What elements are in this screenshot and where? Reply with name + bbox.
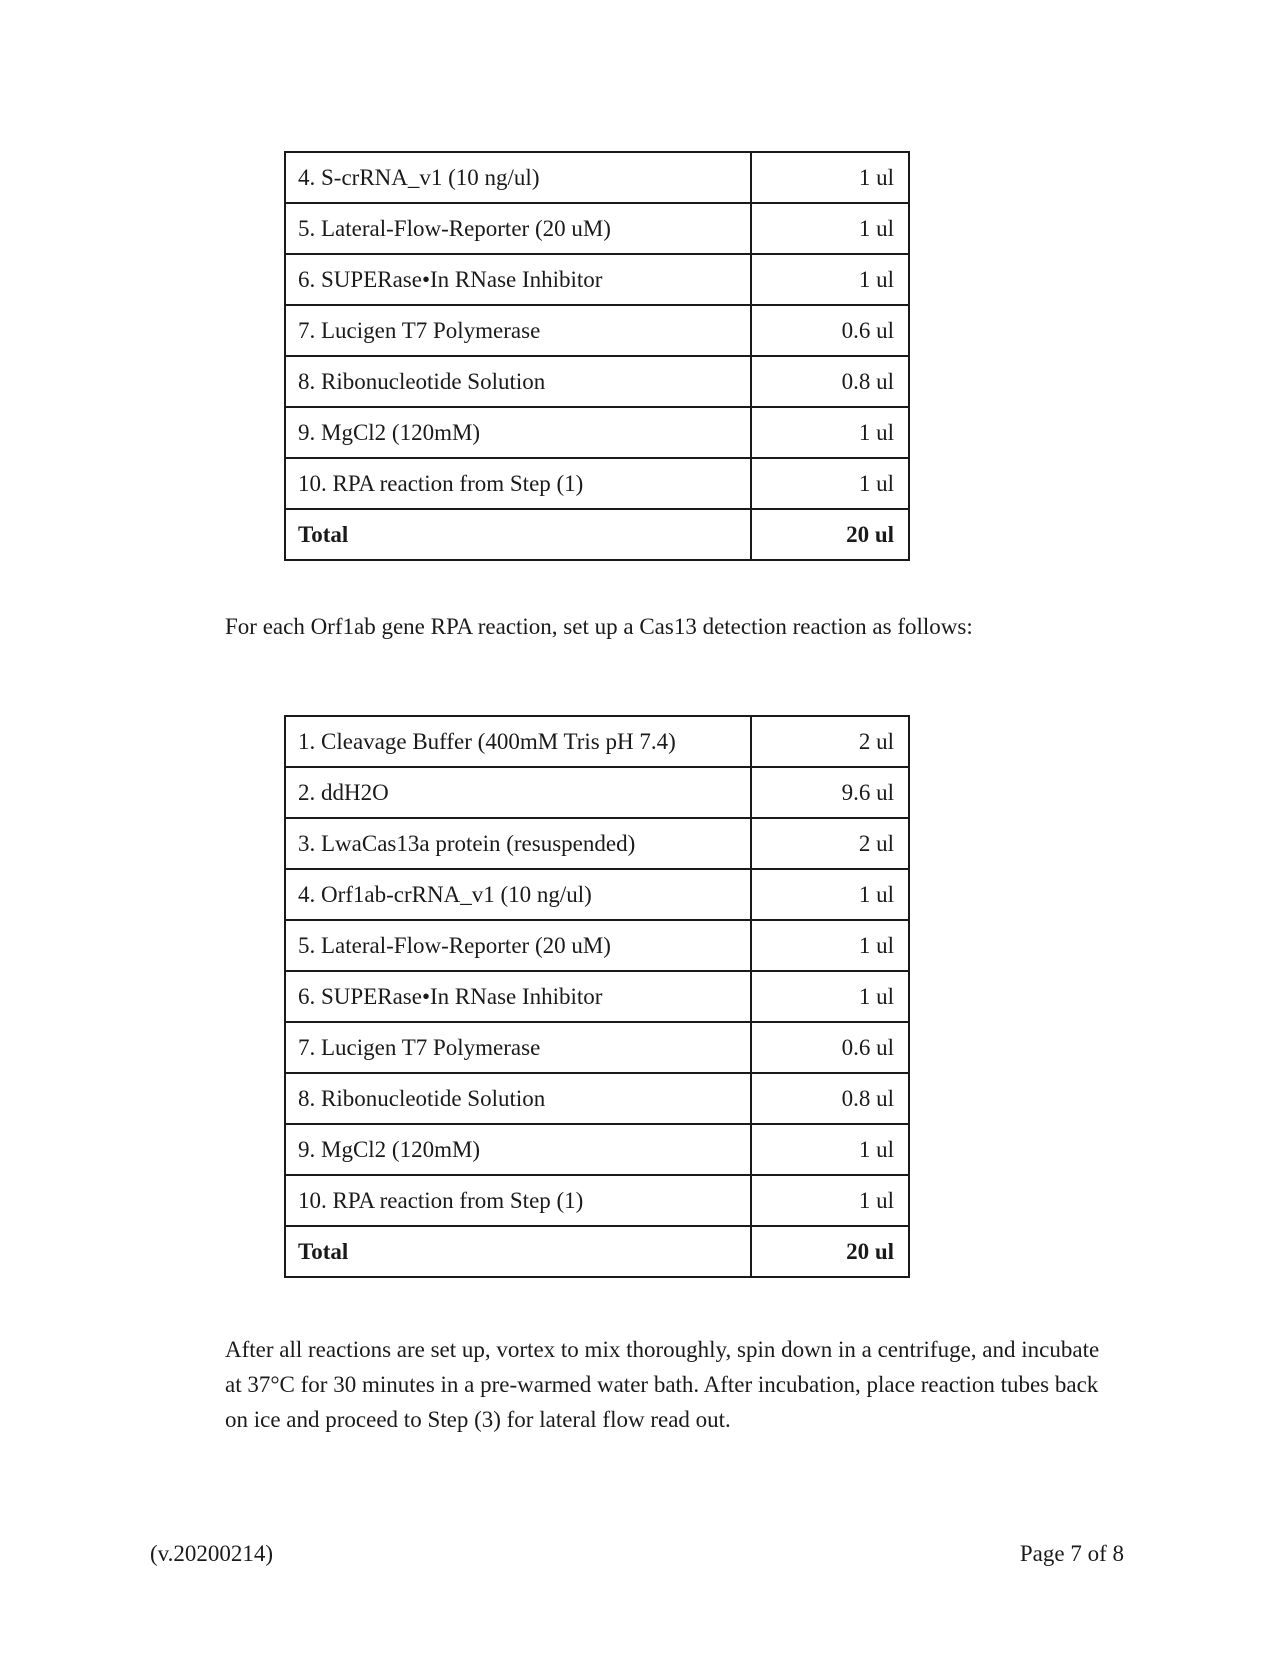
reagent-amount: 1 ul bbox=[751, 869, 909, 920]
reagent-name: 4. Orf1ab-crRNA_v1 (10 ng/ul) bbox=[285, 869, 751, 920]
table-row bbox=[285, 407, 909, 458]
footer-version: (v.20200214) bbox=[150, 1541, 274, 1566]
reagent-amount: 1 ul bbox=[751, 458, 909, 509]
table-row bbox=[285, 1175, 909, 1226]
reagent-amount: 1 ul bbox=[751, 971, 909, 1022]
table-row bbox=[285, 1124, 909, 1175]
reagent-amount: 1 ul bbox=[751, 254, 909, 305]
reagent-amount: 1 ul bbox=[751, 152, 909, 203]
reagent-table-orf1ab bbox=[284, 715, 910, 1278]
table-row bbox=[285, 152, 909, 203]
reagent-amount: 1 ul bbox=[751, 1124, 909, 1175]
reagent-name: 7. Lucigen T7 Polymerase bbox=[285, 305, 751, 356]
reagent-name: 10. RPA reaction from Step (1) bbox=[285, 458, 751, 509]
reagent-name: 6. SUPERase•In RNase Inhibitor bbox=[285, 254, 751, 305]
table-row bbox=[285, 818, 909, 869]
reagent-amount: 1 ul bbox=[751, 1175, 909, 1226]
reagent-table-s-gene bbox=[284, 151, 910, 561]
reagent-amount: 0.8 ul bbox=[751, 1073, 909, 1124]
reagent-amount: 2 ul bbox=[751, 716, 909, 767]
reagent-name: 2. ddH2O bbox=[285, 767, 751, 818]
reagent-amount: 0.8 ul bbox=[751, 356, 909, 407]
reagent-name: 7. Lucigen T7 Polymerase bbox=[285, 1022, 751, 1073]
footer-page-number: Page 7 of 8 bbox=[1019, 1541, 1124, 1566]
table-row bbox=[285, 971, 909, 1022]
table-row bbox=[285, 869, 909, 920]
table-row bbox=[285, 1073, 909, 1124]
reagent-name: 10. RPA reaction from Step (1) bbox=[285, 1175, 751, 1226]
total-amount: 20 ul bbox=[751, 1226, 909, 1277]
reagent-name: 8. Ribonucleotide Solution bbox=[285, 1073, 751, 1124]
intro-paragraph: For each Orf1ab gene RPA reaction, set up a Cas13 detection reaction as follows: bbox=[225, 614, 973, 639]
total-label: Total bbox=[285, 1226, 751, 1277]
reagent-amount: 1 ul bbox=[751, 407, 909, 458]
reagent-name: 9. MgCl2 (120mM) bbox=[285, 407, 751, 458]
table-row bbox=[285, 458, 909, 509]
table-row bbox=[285, 356, 909, 407]
reagent-amount: 1 ul bbox=[751, 203, 909, 254]
reagent-amount: 1 ul bbox=[751, 920, 909, 971]
reagent-table-body bbox=[285, 716, 909, 1277]
reagent-amount: 9.6 ul bbox=[751, 767, 909, 818]
total-amount: 20 ul bbox=[751, 509, 909, 560]
reagent-amount: 0.6 ul bbox=[751, 305, 909, 356]
table-row bbox=[285, 1022, 909, 1073]
reagent-name: 1. Cleavage Buffer (400mM Tris pH 7.4) bbox=[285, 716, 751, 767]
table-row bbox=[285, 767, 909, 818]
reagent-amount: 0.6 ul bbox=[751, 1022, 909, 1073]
reagent-name: 4. S-crRNA_v1 (10 ng/ul) bbox=[285, 152, 751, 203]
total-label: Total bbox=[285, 509, 751, 560]
table-total-row bbox=[285, 509, 909, 560]
closing-paragraph: After all reactions are set up, vortex to mix thoroughly, spin down in a centrifuge, and incubate at 37°C for 30 minutes in a pre-warmed water bath. After incubation, place reaction tubes back on ice and proceed to Step (3) for lateral flow read out. bbox=[225, 1337, 1100, 1432]
table-row bbox=[285, 203, 909, 254]
table-row bbox=[285, 305, 909, 356]
table-total-row bbox=[285, 1226, 909, 1277]
table-row bbox=[285, 716, 909, 767]
reagent-name: 8. Ribonucleotide Solution bbox=[285, 356, 751, 407]
table-row bbox=[285, 254, 909, 305]
table-row bbox=[285, 920, 909, 971]
reagent-name: 3. LwaCas13a protein (resuspended) bbox=[285, 818, 751, 869]
reagent-table-body bbox=[285, 152, 909, 560]
reagent-name: 9. MgCl2 (120mM) bbox=[285, 1124, 751, 1175]
reagent-name: 5. Lateral-Flow-Reporter (20 uM) bbox=[285, 920, 751, 971]
reagent-amount: 2 ul bbox=[751, 818, 909, 869]
reagent-name: 6. SUPERase•In RNase Inhibitor bbox=[285, 971, 751, 1022]
reagent-name: 5. Lateral-Flow-Reporter (20 uM) bbox=[285, 203, 751, 254]
